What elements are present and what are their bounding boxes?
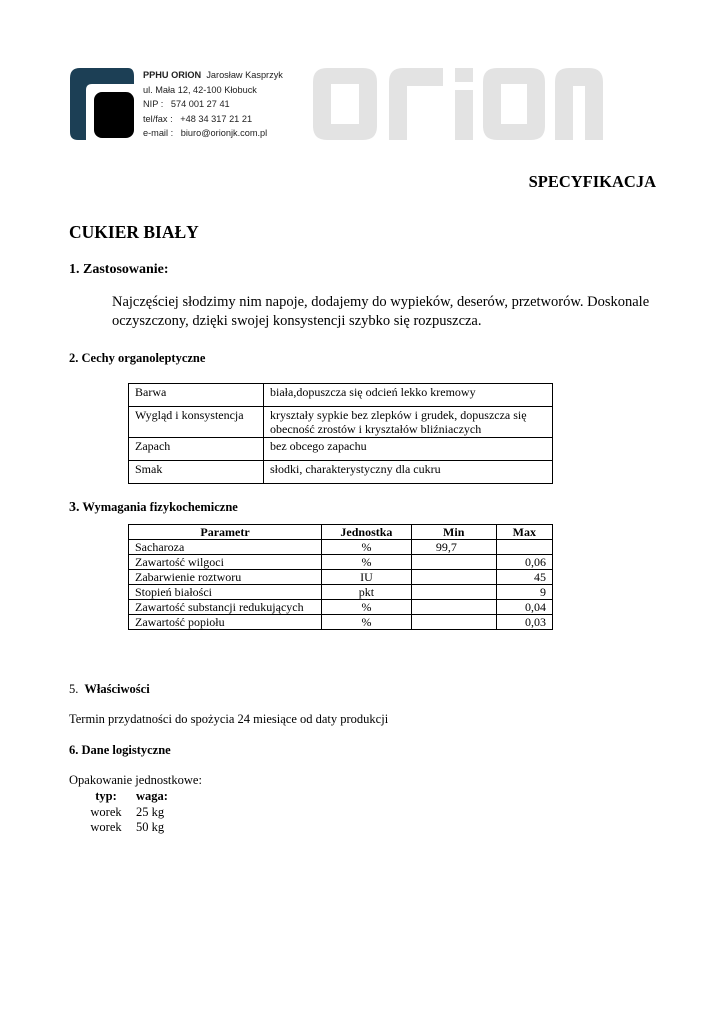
column-header-min: Min [411,525,496,540]
packaging-type: worek [90,820,122,834]
section-3-heading [69,500,238,516]
cell-max: 45 [496,570,552,585]
cell-param: Zabarwienie roztworu [129,570,322,585]
table-row [129,438,553,461]
cell-param: Sacharoza [129,540,322,555]
cell-min [411,585,496,600]
organoleptic-table [128,383,553,484]
organo-key: Barwa [129,384,264,407]
list-item [76,820,196,836]
table-row [129,615,553,630]
cell-min [411,600,496,615]
cell-min [411,615,496,630]
cell-param: Zawartość wilgoci [129,555,322,570]
column-header-max: Max [496,525,552,540]
cell-unit: % [322,540,412,555]
packaging-col-weight: waga: [136,789,168,803]
section-5-number: 5. [69,682,79,696]
section-6-heading: 6. Dane logistyczne [69,743,171,757]
brand-wordmark-logo [313,68,603,140]
cell-param: Zawartość substancji redukujących [129,600,322,615]
table-row [129,585,553,600]
cell-min [411,570,496,585]
product-title: CUKIER BIAŁY [69,222,199,242]
company-owner: Jarosław Kasprzyk [206,70,283,80]
cell-unit: % [322,600,412,615]
organo-key: Smak [129,461,264,484]
company-email: e-mail : biuro@orionjk.com.pl [143,128,268,139]
cell-unit: IU [322,570,412,585]
company-info [143,68,283,141]
company-nip: NIP : 574 001 27 41 [143,99,230,110]
packaging-table [76,789,196,836]
table-row [129,461,553,484]
table-row [129,384,553,407]
cell-max: 9 [496,585,552,600]
section-3-title: Wymagania fizykochemiczne [82,500,238,514]
column-header-unit: Jednostka [322,525,412,540]
list-item [76,805,196,821]
organo-value: bez obcego zapachu [264,438,553,461]
section-1-text: Najczęściej słodzimy nim napoje, dodajemy do wypieków, deserów, przetworów. Doskonale oczyszczony, dzięki swojej konsystencji szybko się rozpuszcza. [112,294,650,329]
company-logo-icon [70,68,136,140]
table-row [129,407,553,438]
packaging-weight: 50 kg [136,820,165,834]
cell-unit: pkt [322,585,412,600]
packaging-header-row [76,789,196,805]
cell-max: 0,04 [496,600,552,615]
organo-key: Zapach [129,438,264,461]
table-header-row [129,525,553,540]
document-title: SPECYFIKACJA [528,172,656,191]
company-name: PPHU ORION [143,70,202,80]
section-1-heading: 1. Zastosowanie: [69,262,169,277]
packaging-type: worek [90,804,122,819]
cell-min: 99,7 [411,540,496,555]
section-5-heading [69,682,150,697]
cell-param: Zawartość popiołu [129,615,322,630]
column-header-param: Parametr [129,525,322,540]
organo-key: Wygląd i konsystencja [129,407,264,438]
section-2-heading: 2. Cechy organoleptyczne [69,351,206,365]
table-row [129,570,553,585]
cell-min [411,555,496,570]
company-address: ul. Mała 12, 42-100 Kłobuck [143,84,257,95]
section-5-title: Właściwości [84,682,150,696]
table-row [129,540,553,555]
packaging-col-type: typ: [95,789,117,803]
table-row [129,600,553,615]
physicochemical-table [128,524,553,630]
packaging-weight: 25 kg [136,804,165,819]
packaging-label: Opakowanie jednostkowe: [69,773,202,787]
organo-value: biała,dopuszcza się odcień lekko kremowy [264,384,553,407]
table-row [129,555,553,570]
cell-max [496,540,552,555]
organo-value: słodki, charakterystyczny dla cukru [264,461,553,484]
cell-unit: % [322,555,412,570]
company-phone: tel/fax : +48 34 317 21 21 [143,113,253,124]
section-5-text: Termin przydatności do spożycia 24 miesiące od daty produkcji [69,712,389,726]
organo-value: kryształy sypkie bez zlepków i grudek, dopuszcza się obecność zrostów i kryształów bliźniaczych [264,407,553,438]
section-3-number: 3. [69,500,80,515]
cell-param: Stopień białości [129,585,322,600]
cell-max: 0,06 [496,555,552,570]
cell-max: 0,03 [496,615,552,630]
cell-unit: % [322,615,412,630]
